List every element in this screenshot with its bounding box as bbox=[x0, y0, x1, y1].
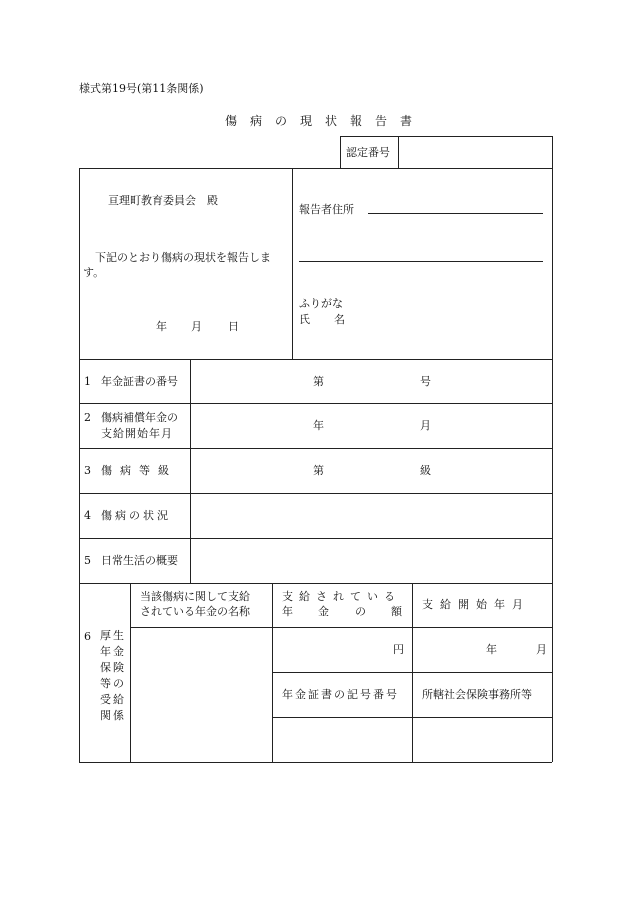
furigana-label: ふりがな bbox=[299, 297, 343, 310]
cert-number-field[interactable] bbox=[400, 138, 550, 166]
row-3-right-unit: 級 bbox=[420, 464, 431, 477]
pension-amount-field[interactable] bbox=[274, 629, 384, 670]
start-month-header: 支給開始年月 bbox=[422, 598, 530, 611]
reporter-address-line-2[interactable] bbox=[299, 261, 543, 262]
amount-header-line-2d: 額 bbox=[391, 605, 402, 618]
row-6-number: 6 bbox=[84, 630, 91, 643]
date-year-label: 年 bbox=[156, 320, 167, 333]
date-day-label: 日 bbox=[228, 320, 239, 333]
row-1-label: 年金証書の番号 bbox=[101, 375, 178, 388]
pension-name-header-line-1: 当該傷病に関して支給 bbox=[140, 590, 250, 603]
row-3-number: 3 bbox=[84, 464, 91, 477]
amount-header-line-2a: 年 bbox=[282, 605, 293, 618]
row-3-label: 傷病等級 bbox=[101, 464, 177, 477]
addressee: 亘理町教育委員会 殿 bbox=[108, 194, 218, 207]
pension-cert-number-field[interactable] bbox=[330, 366, 415, 396]
row-5-number: 5 bbox=[84, 554, 91, 567]
row-3-left-unit: 第 bbox=[313, 464, 324, 477]
cert-symbol-field[interactable] bbox=[274, 719, 410, 760]
reporter-name-field[interactable] bbox=[350, 300, 545, 340]
row-6-label-line-4: 等の bbox=[100, 677, 126, 690]
row-2-left-unit: 年 bbox=[313, 419, 324, 432]
pension-start-field[interactable] bbox=[414, 629, 550, 670]
row-2-label-line-2: 支給開始年月 bbox=[101, 427, 173, 440]
row-6-label-line-2: 年金 bbox=[100, 645, 126, 658]
form-number: 様式第19号(第11条関係) bbox=[79, 82, 204, 95]
office-field[interactable] bbox=[414, 719, 550, 760]
page-title: 傷病の現状報告書 bbox=[225, 114, 426, 128]
row-6-label-line-1: 厚生 bbox=[100, 629, 126, 642]
reporter-address-line-1[interactable] bbox=[368, 213, 543, 214]
statement-line-1: 下記のとおり傷病の現状を報告しま bbox=[95, 251, 271, 264]
amount-header-line-2b: 金 bbox=[318, 605, 329, 618]
row-2-number: 2 bbox=[84, 411, 91, 424]
row-6-label-line-6: 関係 bbox=[100, 709, 126, 722]
row-2-right-unit: 月 bbox=[420, 419, 431, 432]
reporter-address-label: 報告者住所 bbox=[299, 203, 354, 216]
row-5-label: 日常生活の概要 bbox=[101, 554, 178, 567]
row-4-label: 傷病の状況 bbox=[101, 509, 171, 522]
name-label-2: 名 bbox=[334, 313, 345, 326]
office-header: 所轄社会保険事務所等 bbox=[422, 688, 532, 701]
date-month-label: 月 bbox=[191, 320, 202, 333]
amount-header-line-2c: の bbox=[355, 605, 366, 618]
pension-name-field[interactable] bbox=[132, 629, 270, 760]
cert-symbol-header: 年金証書の記号番号 bbox=[282, 688, 399, 701]
start-month-unit: 月 bbox=[536, 643, 547, 656]
payment-start-field[interactable] bbox=[230, 410, 530, 442]
row-1-right-unit: 号 bbox=[420, 375, 431, 388]
row-6-label-line-3: 保険 bbox=[100, 661, 126, 674]
disability-grade-field[interactable] bbox=[330, 455, 415, 485]
row-4-number: 4 bbox=[84, 509, 91, 522]
name-label-1: 氏 bbox=[299, 313, 310, 326]
row-6-label-line-5: 受給 bbox=[100, 693, 126, 706]
cert-number-label: 認定番号 bbox=[346, 146, 390, 159]
start-year-unit: 年 bbox=[486, 643, 497, 656]
amount-header-line-1: 支給されている bbox=[282, 590, 401, 603]
row-2-label-line-1: 傷病補償年金の bbox=[101, 411, 178, 424]
row-1-number: 1 bbox=[84, 375, 91, 388]
injury-status-field[interactable] bbox=[192, 495, 550, 536]
daily-life-field[interactable] bbox=[192, 540, 550, 581]
yen-unit: 円 bbox=[393, 643, 404, 656]
row-1-left-unit: 第 bbox=[313, 375, 324, 388]
statement-line-2: す。 bbox=[83, 266, 105, 279]
pension-name-header-line-2: されている年金の名称 bbox=[140, 605, 250, 618]
